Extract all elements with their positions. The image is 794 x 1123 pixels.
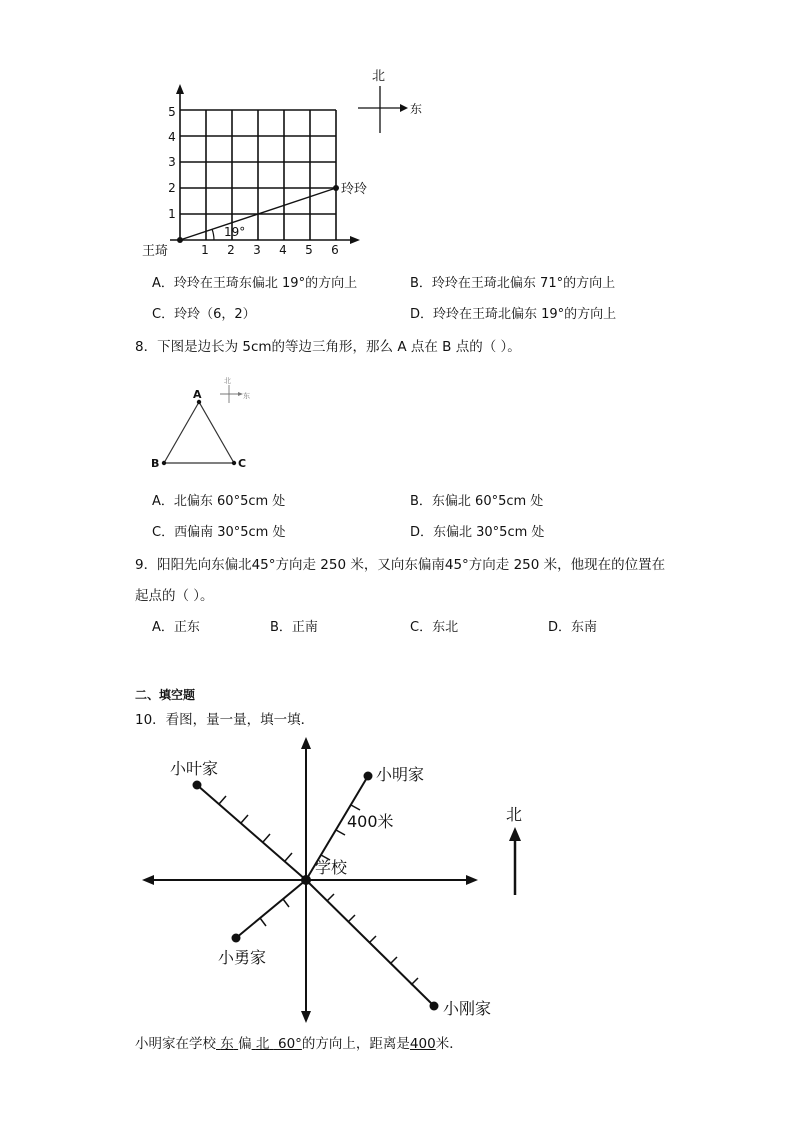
q8-option-a: A．北偏东 60°5cm 处 xyxy=(152,494,286,509)
angle-label: 19° xyxy=(224,225,246,239)
y-tick-label: 2 xyxy=(168,181,176,195)
y-tick-label: 4 xyxy=(168,130,176,144)
grid-figure xyxy=(135,60,435,260)
answer-pian: 偏 xyxy=(238,1036,252,1052)
answer-distance-blank[interactable]: 400 xyxy=(409,1036,436,1052)
vertex-c-dot xyxy=(232,461,236,465)
xiaoyong-label: 小勇家 xyxy=(218,948,267,967)
answer-blank-3[interactable]: 60° xyxy=(277,1036,302,1052)
q8-option-c: C．西偏南 30°5cm 处 xyxy=(152,525,286,540)
direction-map xyxy=(135,735,555,1030)
angle-arc xyxy=(212,229,214,240)
compass-east-label: 东 xyxy=(410,102,423,116)
q9-option-c: C．东北 xyxy=(410,620,459,635)
answer-blank-2[interactable]: 北 xyxy=(255,1036,270,1052)
y-tick-label: 1 xyxy=(168,207,176,221)
triangle-figure xyxy=(145,370,265,475)
x-tick-label: 6 xyxy=(331,243,339,257)
x-tick-label: 3 xyxy=(253,243,261,257)
small-compass xyxy=(220,385,240,403)
wangqi-point xyxy=(177,237,183,243)
school-label: 学校 xyxy=(315,858,348,877)
xiaoming-point xyxy=(364,772,373,781)
answer-unit: 米． xyxy=(435,1036,463,1052)
x-tick-label: 5 xyxy=(305,243,313,257)
q9-stem-line1: 9．阳阳先向东偏北45°方向走 250 米，又向东偏南45°方向走 250 米，他现在的位置在 xyxy=(135,557,666,573)
answer-blank-1[interactable]: 东 xyxy=(220,1036,234,1052)
vertex-b-dot xyxy=(162,461,166,465)
q10-stem: 10．看图，量一量，填一填． xyxy=(135,712,315,728)
route-lines xyxy=(197,776,434,1006)
axis-arrow-north xyxy=(301,737,311,749)
q7-option-c: C．玲玲（6，2） xyxy=(152,307,256,322)
q9-option-a: A．正东 xyxy=(152,620,200,635)
xiaogang-point xyxy=(430,1002,439,1011)
q10-answer xyxy=(135,1035,463,1053)
vertex-c-label: C xyxy=(238,457,247,470)
x-tick-label: 4 xyxy=(279,243,287,257)
compass-east-arrow xyxy=(400,104,408,112)
compass-north-label: 北 xyxy=(372,69,386,84)
small-compass-north: 北 xyxy=(224,377,231,385)
answer-suffix: 的方向上，距离是 xyxy=(301,1036,410,1052)
q8-option-d: D．东偏北 30°5cm 处 xyxy=(410,525,545,540)
xiaogang-label: 小刚家 xyxy=(443,999,492,1018)
origin-label: 王琦 xyxy=(142,244,169,259)
answer-prefix: 小明家在学校 xyxy=(135,1036,216,1052)
small-compass-east: 东 xyxy=(243,392,250,400)
y-tick-label: 5 xyxy=(168,105,176,119)
q7-option-a: A．玲玲在王琦东偏北 19°的方向上 xyxy=(152,276,358,291)
q8-option-b: B．东偏北 60°5cm 处 xyxy=(410,494,544,509)
q9-option-b: B．正南 xyxy=(270,620,318,635)
q9-stem-line2: 起点的（ ）。 xyxy=(135,588,214,604)
y-axis-arrow xyxy=(176,84,184,94)
vertex-b-label: B xyxy=(151,457,160,470)
point-label: 玲玲 xyxy=(341,182,368,197)
axis-arrow-west xyxy=(142,875,154,885)
compass-rose xyxy=(358,86,403,133)
xiaoyong-point xyxy=(232,934,241,943)
axis-arrow-south xyxy=(301,1011,311,1023)
axes xyxy=(170,88,355,240)
q7-option-d: D．玲玲在王琦北偏东 19°的方向上 xyxy=(410,307,617,322)
north-label: 北 xyxy=(506,805,523,824)
north-arrow-head xyxy=(509,827,521,841)
q9-option-d: D．东南 xyxy=(548,620,598,635)
xiaoye-point xyxy=(193,781,202,790)
axis-arrow-east xyxy=(466,875,478,885)
school-point xyxy=(301,875,311,885)
xiaoye-label: 小叶家 xyxy=(170,759,219,778)
y-tick-label: 3 xyxy=(168,155,176,169)
x-axis-arrow xyxy=(350,236,360,244)
section-title: 二、填空题 xyxy=(135,688,196,702)
xiaoming-label: 小明家 xyxy=(376,765,425,784)
equilateral-triangle xyxy=(164,402,234,463)
vertex-a-label: A xyxy=(193,388,202,401)
x-tick-label: 2 xyxy=(227,243,235,257)
distance-label: 400米 xyxy=(347,812,394,831)
x-tick-label: 1 xyxy=(201,243,209,257)
grid-lines xyxy=(180,110,336,240)
q8-stem: 8．下图是边长为 5cm的等边三角形，那么 A 点在 B 点的（ ）。 xyxy=(135,339,521,355)
q7-option-b: B．玲玲在王琦北偏东 71°的方向上 xyxy=(410,276,616,291)
lingling-point xyxy=(333,185,339,191)
